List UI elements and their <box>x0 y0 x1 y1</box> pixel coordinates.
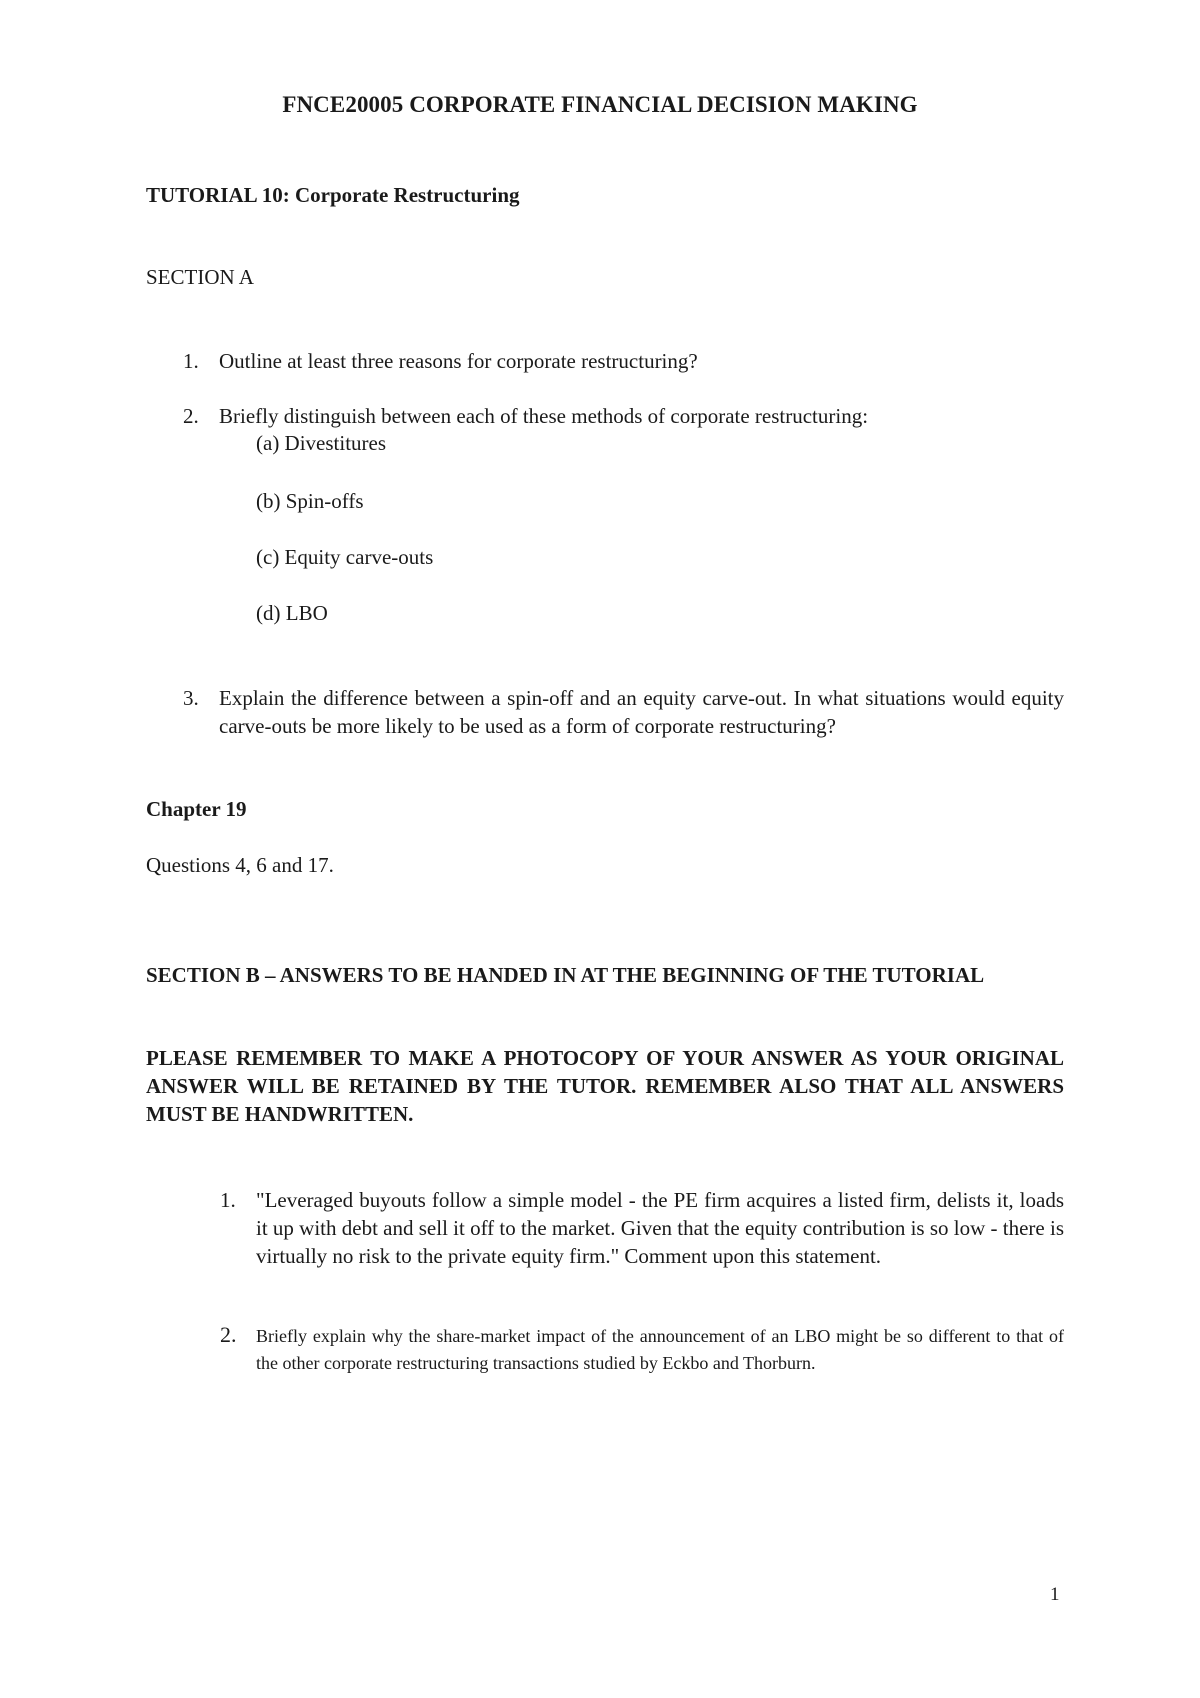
page-number: 1 <box>1050 1584 1060 1605</box>
section-b-heading: SECTION B – ANSWERS TO BE HANDED IN AT THE BEGINNING OF THE TUTORIAL <box>146 963 985 987</box>
section-a-heading: SECTION A <box>146 265 254 289</box>
section-b-q1-number: 1. <box>220 1188 236 1212</box>
section-b-q1-text: "Leveraged buyouts follow a simple model - the PE firm acquires a listed firm, delists it, loads it up with debt and sell it off to the market. Given that the equity contribution is so low - there is virtually no risk to the private equity firm." Comment upon this statement. <box>256 1188 1064 1268</box>
section-b-notice: PLEASE REMEMBER TO MAKE A PHOTOCOPY OF YOUR ANSWER AS YOUR ORIGINAL ANSWER WILL BE RETAINED BY THE TUTOR. REMEMBER ALSO THAT ALL ANSWERS MUST BE HANDWRITTEN. <box>146 1046 1064 1126</box>
section-a-q1-text: Outline at least three reasons for corporate restructuring? <box>219 349 698 373</box>
section-a-q2-text: Briefly distinguish between each of these methods of corporate restructuring: <box>219 404 869 428</box>
section-b-q2-number: 2. <box>220 1322 237 1347</box>
section-b-q2-text: Briefly explain why the share-market impact of the announcement of an LBO might be so different to that of the other corporate restructuring transactions studied by Eckbo and Thorburn. <box>256 1326 1064 1373</box>
section-a-q2-item-b: (b) Spin-offs <box>256 489 364 513</box>
section-a-q2-item-a: (a) Divestitures <box>256 431 387 455</box>
section-a-q1-number: 1. <box>183 349 199 373</box>
chapter-questions: Questions 4, 6 and 17. <box>146 853 334 877</box>
section-a-q3-text: Explain the difference between a spin-off and an equity carve-out. In what situations would equity carve-outs be more likely to be used as a form of corporate restructuring? <box>219 686 1064 738</box>
document-title: FNCE20005 CORPORATE FINANCIAL DECISION MAKING <box>282 92 918 117</box>
section-a-q3-number: 3. <box>183 686 199 710</box>
tutorial-heading: TUTORIAL 10: Corporate Restructuring <box>146 183 520 207</box>
section-a-q2-item-c: (c) Equity carve-outs <box>256 545 434 569</box>
chapter-heading: Chapter 19 <box>146 797 247 821</box>
section-a-q2-number: 2. <box>183 404 199 428</box>
section-a-q2-item-d: (d) LBO <box>256 601 328 625</box>
